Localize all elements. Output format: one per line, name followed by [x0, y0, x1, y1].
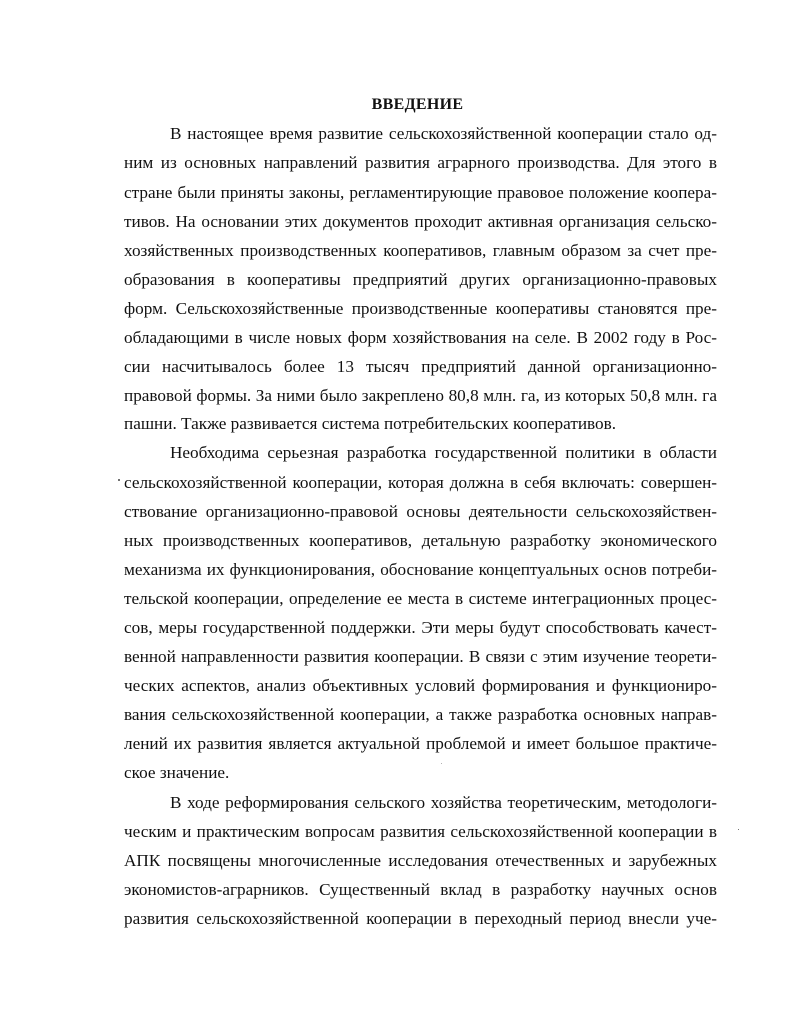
paragraph-2-line-5: механизма их функционирования, обоснование концептуальных основ потреби- [124, 560, 717, 579]
paragraph-1-line-7: форм. Сельскохозяйственные производственные кооперативы становятся пре- [124, 299, 717, 318]
paragraph-2-line-1: Необходима серьезная разработка государственной политики в области [170, 443, 717, 462]
paragraph-2-line-7: сов, меры государственной поддержки. Эти меры будут способствовать качест- [124, 618, 717, 637]
paragraph-3-line-1: В ходе реформирования сельского хозяйства теоретическим, методологи- [170, 793, 717, 812]
page-title: ВВЕДЕНИЕ [371, 96, 464, 113]
paragraph-2-line-11: лений их развития является актуальной проблемой и имеет большое практиче- [124, 734, 717, 753]
paragraph-2-line-9: ческих аспектов, анализ объективных условий формирования и функциониро- [124, 676, 717, 695]
paragraph-2-line-4: ных производственных кооперативов, детальную разработку экономического [124, 531, 717, 550]
paragraph-3-line-3: АПК посвящены многочисленные исследования отечественных и зарубежных [124, 851, 717, 870]
paragraph-2-line-8: венной направленности развития кооперации. В связи с этим изучение теорети- [124, 647, 717, 666]
scan-speck [441, 763, 442, 764]
paragraph-1-line-9: сии насчитывалось более 13 тысяч предприятий данной организационно- [124, 357, 717, 376]
paragraph-1-line-4: тивов. На основании этих документов проходит активная организация сельско- [124, 212, 717, 231]
paragraph-1-line-3: стране были приняты законы, регламентирующие правовое положение коопера- [124, 183, 717, 202]
paragraph-2-line-10: вания сельскохозяйственной кооперации, а также разработка основных направ- [124, 705, 717, 724]
paragraph-1-line-8: обладающими в числе новых форм хозяйствования на селе. В 2002 году в Рос- [124, 328, 717, 347]
scan-speck [738, 829, 739, 830]
paragraph-1-line-10: правовой формы. За ними было закреплено 80,8 млн. га, из которых 50,8 млн. га [124, 386, 717, 405]
paragraph-1-line-5: хозяйственных производственных кооперативов, главным образом за счет пре- [124, 241, 717, 260]
paragraph-3-line-2: ческим и практическим вопросам развития сельскохозяйственной кооперации в [124, 822, 717, 841]
paragraph-2-line-2: сельскохозяйственной кооперации, которая должна в себя включать: совершен- [124, 473, 717, 492]
paragraph-1-line-11: пашни. Также развивается система потребительских кооперативов. [124, 414, 617, 433]
paragraph-1-line-2: ним из основных направлений развития аграрного производства. Для этого в [124, 153, 717, 172]
paragraph-3-line-4: экономистов-аграрников. Существенный вклад в разработку научных основ [124, 880, 717, 899]
scan-speck [118, 479, 120, 481]
paragraph-1-line-6: образования в кооперативы предприятий других организационно-правовых [124, 270, 717, 289]
paragraph-2-line-3: ствование организационно-правовой основы деятельности сельскохозяйствен- [124, 502, 717, 521]
paragraph-2-line-12: ское значение. [124, 763, 230, 782]
paragraph-3-line-5: развития сельскохозяйственной кооперации в переходный период внесли уче- [124, 909, 717, 928]
paragraph-1-line-1: В настоящее время развитие сельскохозяйственной кооперации стало од- [170, 124, 717, 143]
paragraph-2-line-6: тельской кооперации, определение ее места в системе интеграционных процес- [124, 589, 717, 608]
